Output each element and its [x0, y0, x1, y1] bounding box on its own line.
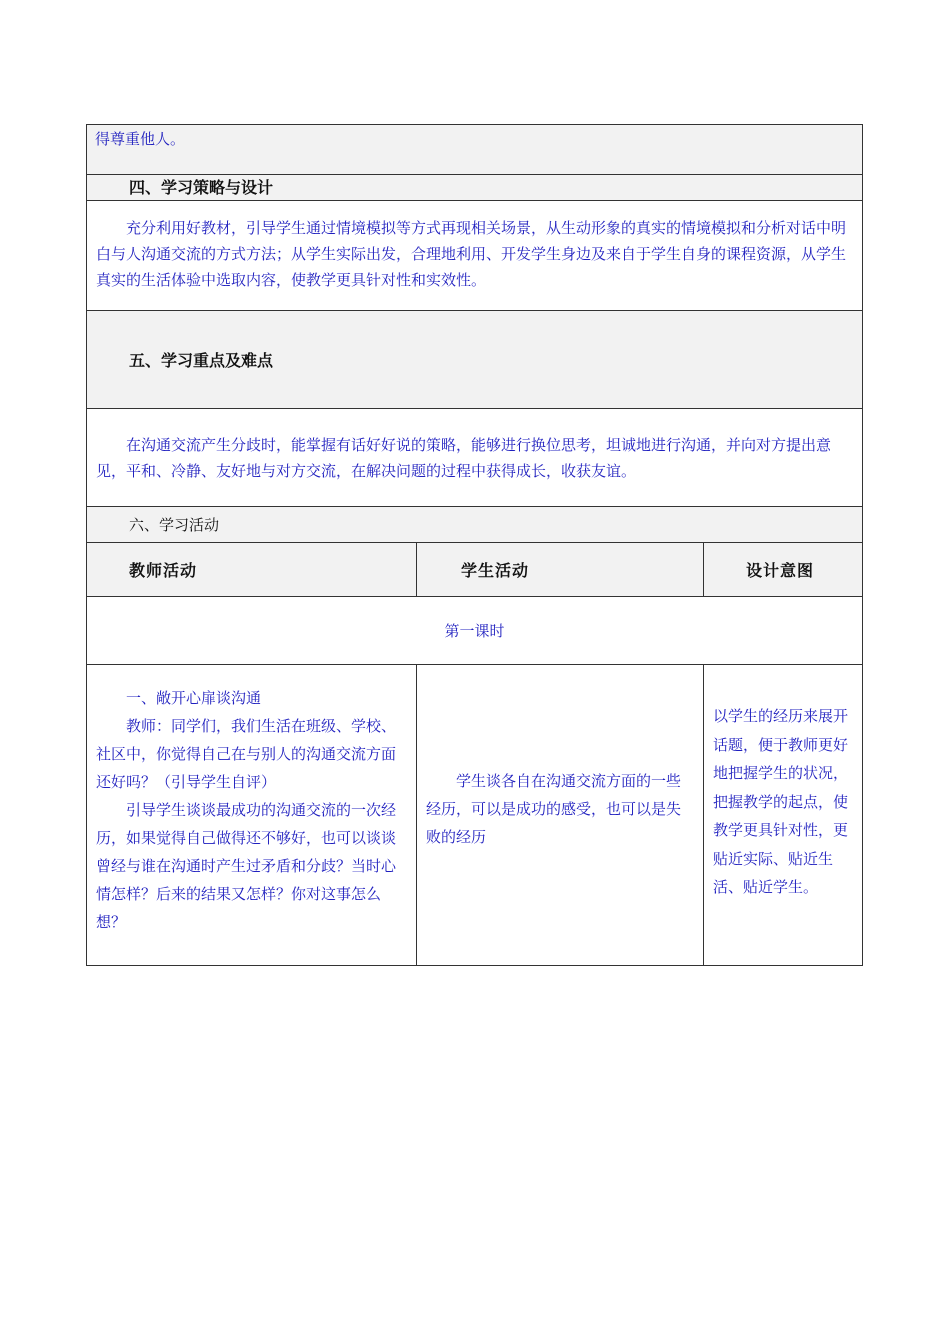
teacher-activity-cell: [87, 665, 417, 966]
design-intent: 以学生的经历来展开话题，便于教师更好地把握学生的状况，把握教学的起点，使教学更具针对性，更贴近实际、贴近生活、贴近学生。: [713, 707, 849, 897]
section6-heading: 六、学习活动: [129, 516, 220, 534]
teacher-activity-paragraph-1: 教师：同学们，我们生活在班级、学校、社区中，你觉得自己在与别人的沟通交流方面还好吗？（引导学生自评）: [96, 717, 397, 791]
column-header-intent-cell: [704, 543, 863, 597]
section6-heading-cell: [87, 507, 863, 543]
column-header-intent: 设计意图: [746, 561, 815, 580]
section4-body: 充分利用好教材，引导学生通过情境模拟等方式再现相关场景，从生动形象的真实的情境模拟和分析对话中明白与人沟通交流的方式方法；从学生实际出发，合理地利用、开发学生身边及来自于学生自身的课程资源，从学生真实的生活体验中选取内容，使教学更具针对性和实效性。: [96, 219, 847, 289]
column-header-student: 学生活动: [461, 561, 530, 580]
continuation-text: 得尊重他人。: [95, 130, 186, 148]
section5-heading: 五、学习重点及难点: [129, 351, 274, 370]
section4-body-row: [87, 201, 863, 311]
lesson-label: 第一课时: [444, 621, 505, 640]
lesson-plan-table: [86, 124, 863, 966]
section5-heading-cell: [87, 311, 863, 409]
section5-heading-row: [87, 311, 863, 409]
activity-content-row: [87, 665, 863, 966]
teacher-activity-paragraph-2: 引导学生谈谈最成功的沟通交流的一次经历，如果觉得自己做得还不够好，也可以谈谈曾经与谁在沟通时产生过矛盾和分歧？当时心情怎样？后来的结果又怎样？你对这事怎么想？: [96, 801, 397, 931]
section4-body-cell: [87, 201, 863, 311]
design-intent-cell: [704, 665, 863, 966]
teacher-activity-title: 一、敞开心扉谈沟通: [126, 689, 262, 707]
section4-heading-row: [87, 175, 863, 201]
lesson-plan-table-wrapper: [86, 124, 862, 966]
section6-heading-row: [87, 507, 863, 543]
column-header-teacher-cell: [87, 543, 417, 597]
section5-body: 在沟通交流产生分歧时，能掌握有话好好说的策略，能够进行换位思考，坦诚地进行沟通，并向对方提出意见，平和、冷静、友好地与对方交流，在解决问题的过程中获得成长，收获友谊。: [96, 436, 832, 480]
continuation-cell: [87, 125, 863, 175]
student-activity: 学生谈各自在沟通交流方面的一些经历，可以是成功的感受，也可以是失败的经历: [426, 772, 682, 846]
lesson-label-cell: [87, 597, 863, 665]
section5-body-cell: [87, 409, 863, 507]
teacher-activity: [87, 665, 416, 936]
section4-heading: 四、学习策略与设计: [129, 178, 274, 197]
section4-heading-cell: [87, 175, 863, 201]
continuation-row: [87, 125, 863, 175]
student-activity-cell: [417, 665, 704, 966]
column-header-student-cell: [417, 543, 704, 597]
section5-body-row: [87, 409, 863, 507]
activity-column-header-row: [87, 543, 863, 597]
column-header-teacher: 教师活动: [129, 561, 198, 580]
lesson-label-row: [87, 597, 863, 665]
